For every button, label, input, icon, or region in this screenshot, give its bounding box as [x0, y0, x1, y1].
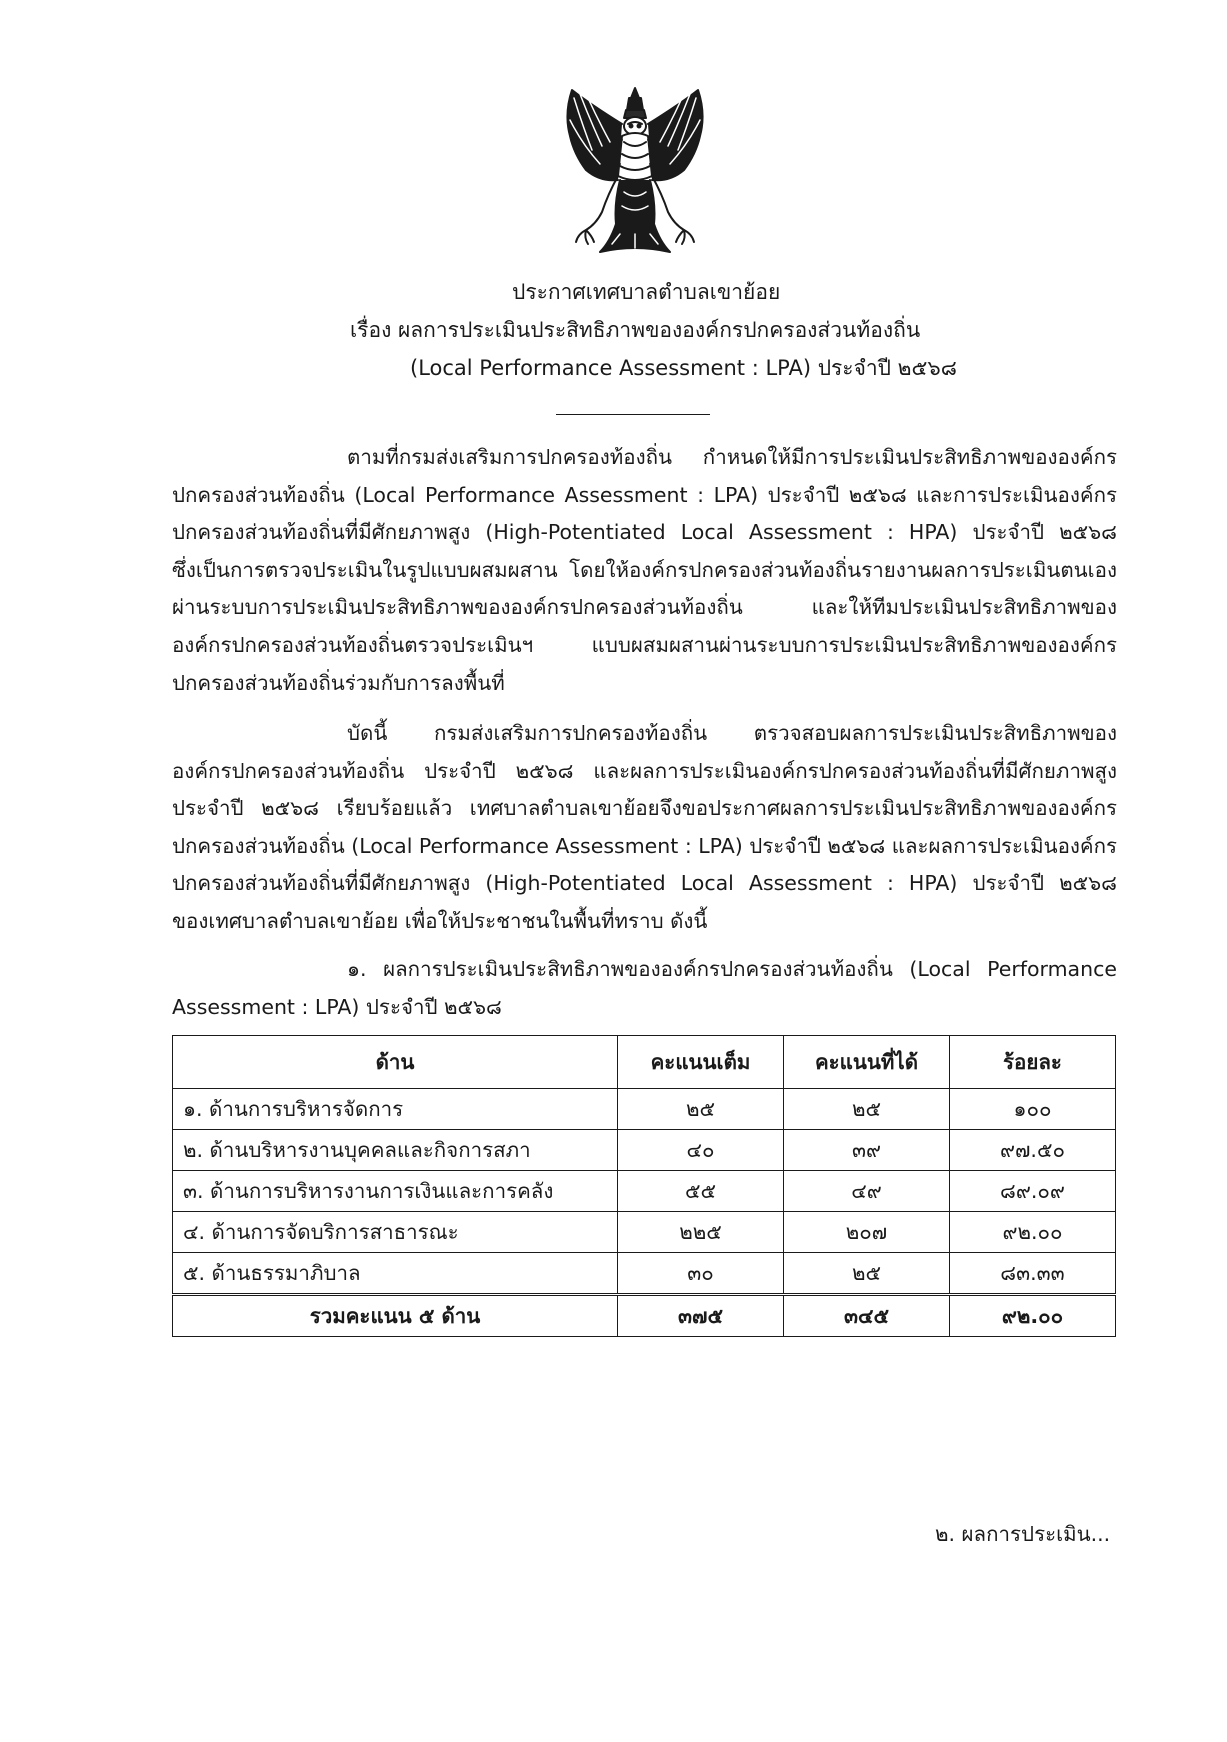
full-score: ๕๕: [618, 1171, 784, 1212]
aspect-name: ๑. ด้านการบริหารจัดการ: [173, 1089, 618, 1130]
table-row: [173, 1130, 1116, 1171]
paragraph-line: องค์กรปกครองส่วนท้องถิ่นตรวจประเมินฯ แบบผสมผสานผ่านระบบการประเมินประสิทธิภาพขององค์กร: [172, 632, 1117, 657]
score-obtained: ๒๕: [784, 1253, 950, 1295]
full-score: ๒๕: [618, 1089, 784, 1130]
paragraph-line: ของเทศบาลตำบลเขาย้อย เพื่อให้ประชาชนในพื้นที่ทราบ ดังนี้: [172, 908, 708, 933]
full-score: ๔๐: [618, 1130, 784, 1171]
paragraph-2: [172, 715, 1117, 941]
header-divider: [556, 414, 710, 415]
paragraph-line: ผ่านระบบการประเมินประสิทธิภาพขององค์กรปกครองส่วนท้องถิ่น และให้ทีมประเมินประสิทธิภาพของ: [172, 595, 1117, 620]
score-obtained: ๔๙: [784, 1171, 950, 1212]
aspect-name: ๓. ด้านการบริหารงานการเงินและการคลัง: [173, 1171, 618, 1212]
page-continuation-note: ๒. ผลการประเมิน...: [935, 1522, 1111, 1546]
score-obtained: ๒๐๗: [784, 1212, 950, 1253]
column-header-aspect: ด้าน: [173, 1036, 618, 1089]
column-header-score-obtained: คะแนนที่ได้: [784, 1036, 950, 1089]
table-row: [173, 1089, 1116, 1130]
full-score: ๒๒๕: [618, 1212, 784, 1253]
section-1-heading: [172, 951, 1117, 1026]
paragraph-1: [172, 439, 1117, 702]
aspect-name: ๔. ด้านการจัดบริการสาธารณะ: [173, 1212, 618, 1253]
paragraph-line: ปกครองส่วนท้องถิ่น (Local Performance Assessment : LPA) ประจำปี ๒๕๖๘ และผลการประเมินองค์กร: [172, 833, 1118, 858]
paragraph-line: ปกครองส่วนท้องถิ่นที่มีศักยภาพสูง (High-Potentiated Local Assessment : HPA) ประจำปี ๒๕๖๘: [172, 520, 1117, 545]
paragraph-line: บัดนี้ กรมส่งเสริมการปกครองท้องถิ่น ตรวจสอบผลการประเมินประสิทธิภาพของ: [347, 721, 1117, 745]
column-header-full-score: คะแนนเต็ม: [618, 1036, 784, 1089]
full-score: ๓๐: [618, 1253, 784, 1295]
table-row: [173, 1171, 1116, 1212]
paragraph-line: ตามที่กรมส่งเสริมการปกครองท้องถิ่น กำหนดให้มีการประเมินประสิทธิภาพขององค์กร: [347, 445, 1117, 469]
issuer-title: ประกาศเทศบาลตำบลเขาย้อย: [512, 280, 781, 304]
paragraph-line: องค์กรปกครองส่วนท้องถิ่น ประจำปี ๒๕๖๘ และผลการประเมินองค์กรปกครองส่วนท้องถิ่นที่มีศักยภาพสูง: [172, 758, 1117, 783]
garuda-emblem-icon: [560, 84, 710, 259]
table-row: [173, 1253, 1116, 1295]
total-label: รวมคะแนน ๕ ด้าน: [173, 1295, 618, 1337]
percent: ๑๐๐: [949, 1089, 1115, 1130]
paragraph-line: ๑. ผลการประเมินประสิทธิภาพขององค์กรปกครองส่วนท้องถิ่น (Local Performance: [347, 957, 1117, 981]
table-row: [173, 1212, 1116, 1253]
paragraph-line: ปกครองส่วนท้องถิ่น (Local Performance Assessment : LPA) ประจำปี ๒๕๖๘ และการประเมินองค์กร: [172, 482, 1117, 507]
paragraph-line: Assessment : LPA) ประจำปี ๒๕๖๘: [172, 994, 502, 1019]
aspect-name: ๕. ด้านธรรมาภิบาล: [173, 1253, 618, 1295]
subject-line-continued: (Local Performance Assessment : LPA) ประจำปี ๒๕๖๘: [410, 356, 957, 380]
score-obtained: ๓๙: [784, 1130, 950, 1171]
total-percent: ๙๒.๐๐: [949, 1295, 1115, 1337]
table-header-row: [173, 1036, 1116, 1089]
subject-line: เรื่อง ผลการประเมินประสิทธิภาพขององค์กรปกครองส่วนท้องถิ่น: [350, 318, 921, 342]
column-header-percent: ร้อยละ: [949, 1036, 1115, 1089]
percent: ๘๙.๐๙: [949, 1171, 1115, 1212]
percent: ๘๓.๓๓: [949, 1253, 1115, 1295]
total-full-score: ๓๗๕: [618, 1295, 784, 1337]
aspect-name: ๒. ด้านบริหารงานบุคคลและกิจการสภา: [173, 1130, 618, 1171]
score-obtained: ๒๕: [784, 1089, 950, 1130]
paragraph-line: ปกครองส่วนท้องถิ่นร่วมกับการลงพื้นที่: [172, 670, 505, 695]
paragraph-line: ประจำปี ๒๕๖๘ เรียบร้อยแล้ว เทศบาลตำบลเขาย้อยจึงขอประกาศผลการประเมินประสิทธิภาพขององค์กร: [172, 796, 1117, 821]
percent: ๙๒.๐๐: [949, 1212, 1115, 1253]
total-score-obtained: ๓๔๕: [784, 1295, 950, 1337]
paragraph-line: ปกครองส่วนท้องถิ่นที่มีศักยภาพสูง (High-Potentiated Local Assessment : HPA) ประจำปี ๒๕๖๘: [172, 871, 1117, 896]
lpa-score-table: [172, 1035, 1116, 1337]
table-total-row: [173, 1295, 1116, 1337]
paragraph-line: ซึ่งเป็นการตรวจประเมินในรูปแบบผสมผสาน โดยให้องค์กรปกครองส่วนท้องถิ่นรายงานผลการประเมินตนเอง: [172, 557, 1117, 582]
percent: ๙๗.๕๐: [949, 1130, 1115, 1171]
